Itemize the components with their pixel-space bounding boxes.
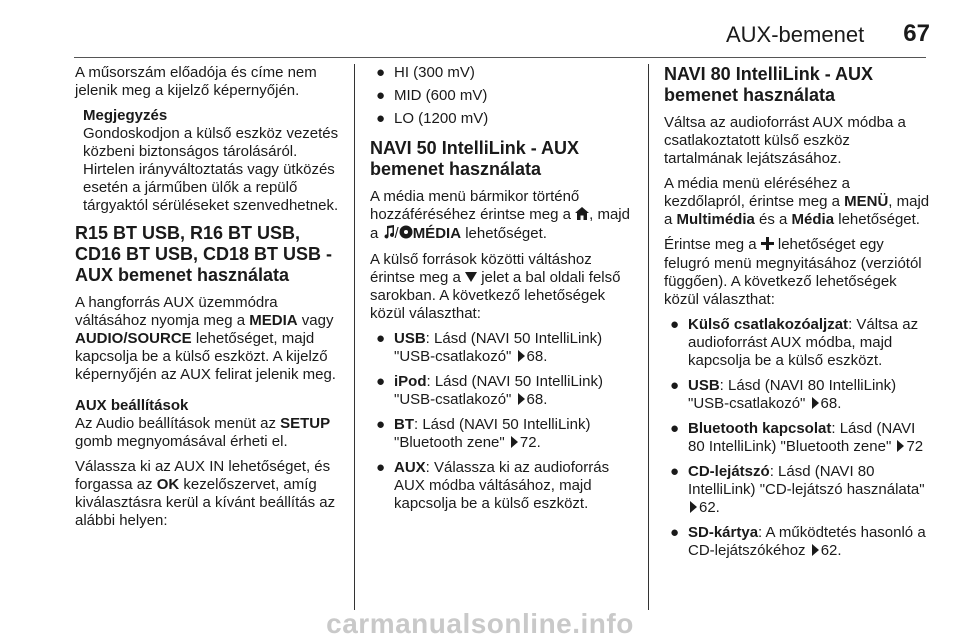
setup-key-label: SETUP: [280, 415, 331, 432]
cross-reference-arrow-icon: [518, 393, 525, 405]
input-level-list: [370, 64, 640, 128]
note-text: Gondoskodjon a külső eszköz vezetés közbeni biztonságos tárolásáról. Hirtelen irányváltoztatás vagy ütközés esetén a járműben ülők a repülő tárgyaktól sérüléseket szenvedhetnek.: [83, 125, 339, 214]
page-header: [0, 0, 960, 56]
bullet-icon: ●: [376, 416, 386, 433]
list-item: ● CD-lejátszó: Lásd (NAVI 80 IntelliLink) "CD-lejátszó használata" 62.: [670, 463, 925, 516]
list-item: ● MID (600 mV): [376, 87, 488, 104]
section-heading-navi80: NAVI 80 IntelliLink - AUX bemenet használata: [664, 64, 874, 105]
cross-reference-arrow-icon: [511, 436, 518, 448]
bullet-icon: ●: [670, 524, 680, 541]
column-3: [664, 64, 930, 567]
note-title: Megjegyzés: [83, 107, 168, 124]
column-divider-1: [354, 64, 355, 610]
switch-aux-paragraph: Váltsa az audioforrást AUX módba a csatlakoztatott külső eszköz tartalmának lejátszásához.: [664, 114, 906, 167]
bullet-icon: ●: [670, 420, 680, 437]
cross-reference-arrow-icon: [812, 397, 819, 409]
menu-label: MENÜ: [844, 193, 889, 210]
list-item: ● LO (1200 mV): [376, 110, 489, 127]
intro-paragraph: A műsorszám előadója és címe nem jelenik meg a kijelző képernyőjén.: [75, 64, 317, 99]
column-1: [75, 64, 343, 537]
list-item: ● USB: Lásd (NAVI 80 IntelliLink) "USB-csatlakozó" 68.: [670, 377, 897, 412]
list-item: ● AUX: Válassza ki az audioforrás AUX módba váltásához, majd kapcsolja be a külső eszközt.: [376, 459, 610, 512]
list-item: ● Külső csatlakozóaljzat: Váltsa az audioforrást AUX módba, majd kapcsolja be a külső eszközt.: [670, 316, 919, 369]
popup-option-list: [664, 316, 930, 560]
bullet-icon: ●: [376, 87, 386, 104]
popup-menu-paragraph: Érintse meg a lehetőséget egy felugró menü megnyitásához (verziótól függően). A következő lehetőségek közül választhat:: [664, 236, 922, 308]
section-heading-r15: R15 BT USB, R16 BT USB, CD16 BT USB, CD18 BT USB - AUX bemenet használata: [75, 223, 333, 285]
column-2: [370, 64, 640, 520]
bullet-icon: ●: [376, 330, 386, 347]
media-menu-paragraph: A média menü bármikor történő hozzáféréséhez érintse meg a , majd a / MÉDIA lehetőséget.: [370, 188, 630, 242]
source-switch-paragraph: A külső források közötti váltáshoz érintse meg a jelet a bal oldali felső sarokban. A következő lehetőségek közül választhat:: [370, 251, 621, 322]
media-disc-icon: [399, 225, 413, 244]
list-item: ● USB: Lásd (NAVI 50 IntelliLink) "USB-csatlakozó" 68.: [376, 330, 603, 365]
list-item: ● HI (300 mV): [376, 64, 475, 81]
media-key-label: MEDIA: [249, 312, 298, 329]
list-item: ● Bluetooth kapcsolat: Lásd (NAVI 80 IntelliLink) "Bluetooth zene" 72: [670, 420, 924, 455]
multimedia-label: Multimédia: [676, 211, 755, 228]
cross-reference-arrow-icon: [812, 544, 819, 556]
note-box: [83, 107, 343, 215]
bullet-icon: ●: [376, 373, 386, 390]
header-divider: [74, 57, 926, 58]
media-label: Média: [791, 211, 835, 228]
bullet-icon: ●: [670, 463, 680, 480]
aux-mode-paragraph: A hangforrás AUX üzemmódra váltásához nyomja meg a MEDIA vagy AUDIO/SOURCE lehetőséget, majd kapcsolja be a külső eszközt. A kijelző képernyőjén az AUX felirat jelenik meg.: [75, 294, 336, 383]
bullet-icon: ●: [376, 110, 386, 127]
cross-reference-arrow-icon: [897, 440, 904, 452]
plus-icon: [761, 237, 774, 255]
list-item: ● SD-kártya: A működtetés hasonló a CD-lejátszókéhoz 62.: [670, 524, 926, 559]
ok-key-label: OK: [156, 476, 180, 493]
list-item: ● BT: Lásd (NAVI 50 IntelliLink) "Bluetooth zene" 72.: [376, 416, 591, 451]
media-menu-access-paragraph: A média menü eléréséhez a kezdőlapról, érintse meg a MENÜ, majd a Multimédia és a Média lehetőséget.: [664, 175, 930, 228]
audio-source-key-label: AUDIO/SOURCE: [75, 330, 192, 347]
cross-reference-arrow-icon: [690, 501, 697, 513]
cross-reference-arrow-icon: [518, 350, 525, 362]
music-note-icon: [383, 225, 395, 244]
aux-in-paragraph: Válassza ki az AUX IN lehetőséget, és forgassa az OK kezelőszervet, amíg kiválasztásra kerül a kívánt beállítás az alábbi helyen:: [75, 458, 336, 529]
source-option-list: [370, 330, 640, 513]
page-title: AUX-bemenet: [726, 22, 865, 47]
bullet-icon: ●: [376, 459, 386, 476]
watermark: carmanualsonline.info: [326, 608, 634, 639]
down-triangle-icon: [465, 272, 477, 282]
media-option-label: MÉDIA: [412, 225, 462, 242]
home-icon: [575, 207, 589, 225]
list-item: ● iPod: Lásd (NAVI 50 IntelliLink) "USB-csatlakozó" 68.: [376, 373, 603, 408]
settings-paragraph: Az Audio beállítások menüt az SETUP gomb megnyomásával érheti el.: [75, 415, 331, 450]
column-divider-2: [648, 64, 649, 610]
bullet-icon: ●: [670, 316, 680, 333]
aux-settings-heading: AUX beállítások: [75, 397, 189, 414]
bullet-icon: ●: [376, 64, 386, 81]
bullet-icon: ●: [670, 377, 680, 394]
page-number: 67: [903, 20, 930, 47]
section-heading-navi50: NAVI 50 IntelliLink - AUX bemenet használata: [370, 138, 580, 179]
